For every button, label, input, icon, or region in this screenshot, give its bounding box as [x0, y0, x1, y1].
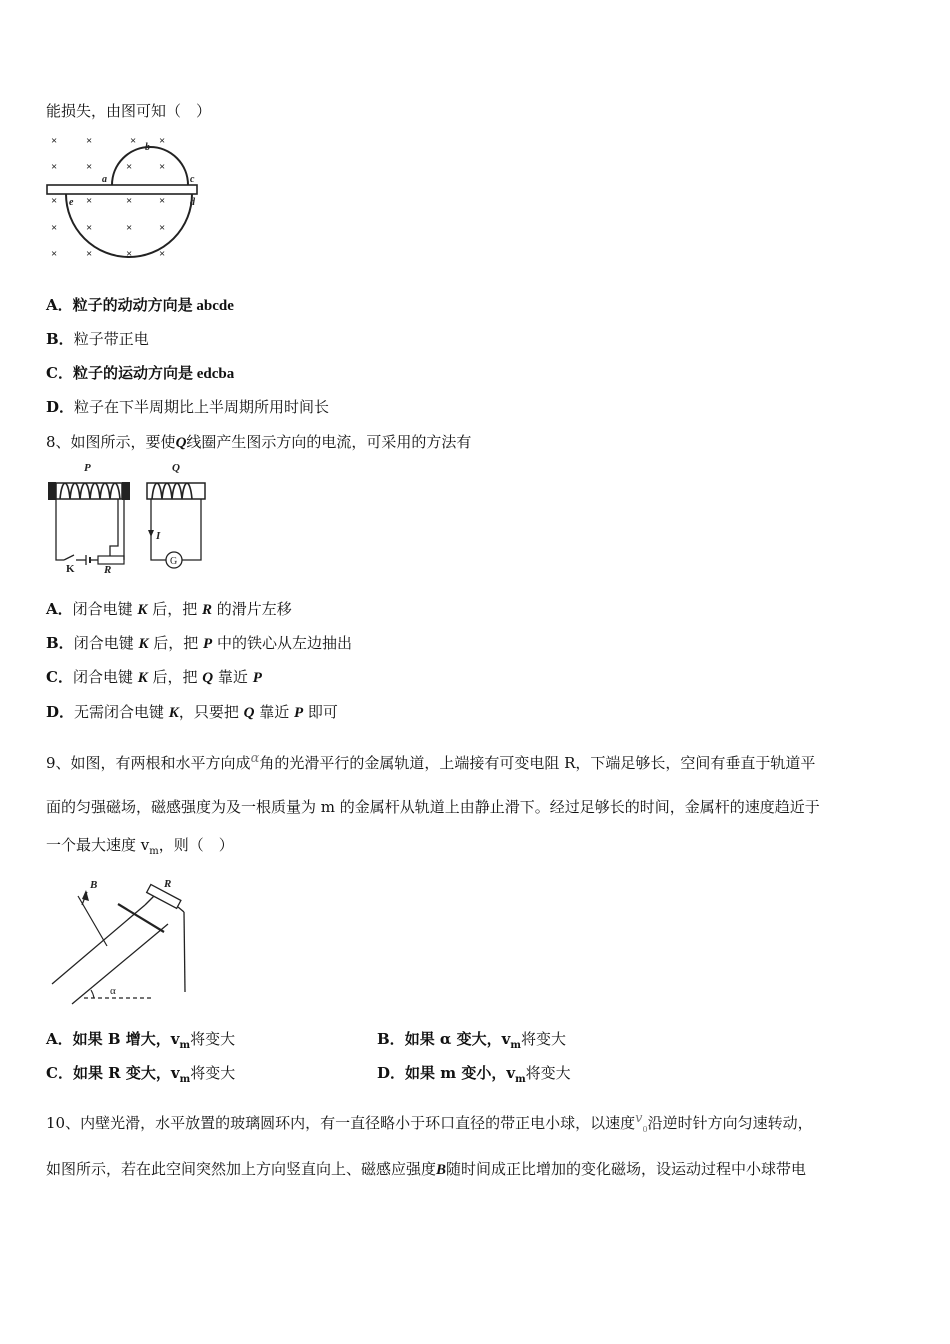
label-Q: Q — [172, 462, 180, 474]
label-c: c — [190, 174, 195, 185]
field-mark: × — [159, 222, 166, 234]
q9-option-d[interactable]: D．如果 m 变小，$v_m$将变大 — [377, 1064, 571, 1085]
label-G: G — [170, 556, 178, 567]
q9-option-c[interactable]: C．如果 R 变大，$v_m$将变大 — [46, 1064, 236, 1085]
wire-P-left — [56, 499, 64, 560]
field-mark: × — [159, 135, 166, 147]
label-e: e — [69, 197, 74, 208]
label-P: P — [84, 462, 91, 474]
field-mark: × — [86, 222, 93, 234]
q9-figure — [44, 872, 194, 1012]
q10-stem-line2: 如图所示，若在此空间突然加上方向竖直向上、磁感应强度B随时间成正比增加的变化磁场，设运动过程中小球带电 — [46, 1160, 807, 1178]
label-b: b — [145, 142, 150, 153]
field-mark: × — [51, 248, 58, 260]
q7-figure — [44, 130, 204, 265]
field-mark: × — [51, 222, 58, 234]
rheostat-R — [98, 556, 124, 564]
field-mark: × — [130, 135, 137, 147]
q9-stem-line1: 9、如图，有两根和水平方向成α角的光滑平行的金属轨道，上端接有可变电阻 R，下端足够长，空间有垂直于轨道平 — [46, 751, 816, 772]
field-mark: × — [159, 161, 166, 173]
q7-option-d[interactable]: D．粒子在下半周期比上半周期所用时间长 — [46, 398, 330, 416]
field-mark: × — [86, 161, 93, 173]
q7-option-c[interactable]: C．粒子的运动方向是 edcba — [46, 364, 235, 382]
q9-stem-line3: 一个最大速度 $v_m$，则（ ） — [46, 836, 234, 857]
q7-option-a[interactable]: A．粒子的动动方向是 abcde — [46, 296, 234, 314]
current-arrow — [148, 530, 154, 537]
label-R: R — [104, 564, 112, 576]
q9-option-b[interactable]: B．如果 α 变大，$v_m$将变大 — [377, 1030, 567, 1051]
q7-stem-tail: 能损失，由图可知（ ） — [46, 102, 212, 120]
field-mark: × — [126, 161, 133, 173]
q8-option-a[interactable]: A．闭合电键 K 后，把 R 的滑片左移 — [46, 600, 292, 618]
label-alpha: α — [110, 985, 116, 997]
upper-arc — [112, 147, 188, 185]
B-arrow — [82, 890, 89, 901]
lead-plate — [47, 185, 197, 194]
label-K: K — [66, 563, 75, 575]
field-mark: × — [159, 248, 166, 260]
label-d: d — [190, 197, 195, 208]
field-mark: × — [86, 135, 93, 147]
q10-stem-line1: 10、内壁光滑，水平放置的玻璃圆环内，有一直径略小于环口直径的带正电小球，以速度$v_0$沿逆时针方向匀速转动， — [46, 1111, 813, 1134]
rail-upper — [72, 924, 168, 1004]
rail-lower — [52, 905, 145, 984]
q7-option-b[interactable]: B．粒子带正电 — [46, 330, 149, 348]
label-a: a — [102, 174, 107, 185]
switch-K — [64, 555, 74, 560]
label-I: I — [156, 530, 161, 542]
field-mark: × — [51, 195, 58, 207]
field-mark: × — [126, 248, 133, 260]
q8-option-b[interactable]: B．闭合电键 K 后，把 P 中的铁心从左边抽出 — [46, 634, 352, 652]
q8-stem: 8、如图所示，要使Q线圈产生图示方向的电流，可采用的方法有 — [46, 433, 472, 451]
field-mark: × — [126, 222, 133, 234]
q8-option-c[interactable]: C．闭合电键 K 后，把 Q 靠近 P — [46, 668, 262, 686]
field-mark: × — [86, 248, 93, 260]
label-R: R — [164, 878, 172, 890]
coil-Q — [147, 483, 205, 499]
q8-figure — [44, 460, 214, 580]
field-mark: × — [51, 161, 58, 173]
q9-option-a[interactable]: A．如果 B 增大，$v_m$将变大 — [46, 1030, 236, 1051]
iron-core-right — [122, 482, 130, 500]
label-B: B — [90, 879, 98, 891]
field-mark: × — [126, 195, 133, 207]
q9-stem-line2: 面的匀强磁场，磁感强度为及一根质量为 m 的金属杆从轨道上由静止滑下。经过足够长的时间，金属杆的速度趋近于 — [46, 798, 820, 816]
field-mark: × — [86, 195, 93, 207]
q8-option-d[interactable]: D．无需闭合电键 K，只要把 Q 靠近 P 即可 — [46, 703, 338, 721]
iron-core-left — [48, 482, 56, 500]
field-mark: × — [51, 135, 58, 147]
field-mark: × — [159, 195, 166, 207]
